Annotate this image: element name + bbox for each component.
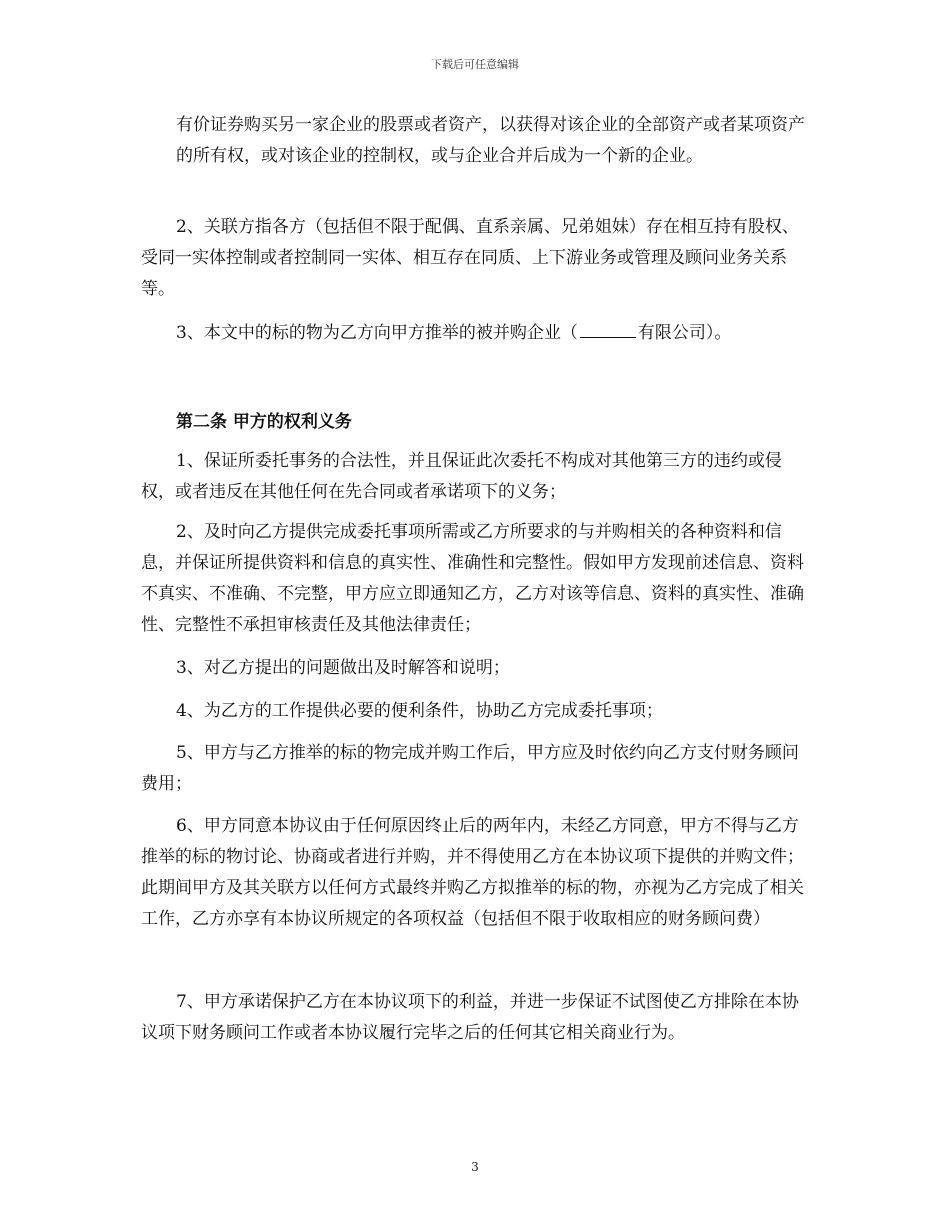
blank-company-name [580, 319, 636, 338]
clause-item: 4、为乙方的工作提供必要的便利条件，协助乙方完成委托事项； [176, 701, 663, 721]
clause-item: 2、及时向乙方提供完成委托事项所需或乙方所要求的与并购相关的各种资料和信息，并保证所提供资料和信息的真实性、准确性和完整性。假如甲方发现前述信息、资料不真实、不准确、不完整，甲方应立即通知乙方，乙方对该等信息、资料的真实性、准确性、完整性不承担审核责任及其他法律责任； [141, 522, 804, 635]
clause-item: 7、甲方承诺保护乙方在本协议项下的利益，并进一步保证不试图使乙方排除在本协议项下财务顾问工作或者本协议履行完毕之后的任何其它相关商业行为。 [141, 992, 799, 1043]
target-definition-text: 3、本文中的标的物为乙方向甲方推举的被并购企业（ [176, 323, 578, 343]
clause-item: 6、甲方同意本协议由于任何原因终止后的两年内，未经乙方同意，甲方不得与乙方推举的标的物讨论、协商或者进行并购，并不得使用乙方在本协议项下提供的并购文件；此期间甲方及其关联方以任何方式最终并购乙方拟推举的标的物，亦视为乙方完成了相关工作，乙方亦享有本协议所规定的各项权益（包括但不限于收取相应的财务顾问费） [141, 816, 804, 929]
section-title: 第二条 甲方的权利义务 [176, 412, 352, 432]
clause-item: 5、甲方与乙方推举的标的物完成并购工作后，甲方应及时依约向乙方支付财务顾问费用； [141, 743, 799, 794]
clause-item: 3、对乙方提出的问题做出及时解答和说明； [176, 658, 510, 678]
page-header: 下载后可任意编辑 [431, 58, 519, 71]
page-number: 3 [471, 1160, 479, 1174]
paragraph-target-definition [141, 318, 813, 349]
clause-item: 1、保证所委托事务的合法性，并且保证此次委托不构成对其他第三方的违约或侵权，或者违反在其他任何在先合同或者承诺项下的义务； [141, 451, 782, 502]
paragraph-related-parties: 2、关联方指各方（包括但不限于配偶、直系亲属、兄弟姐妹）存在相互持有股权、受同一实体控制或者控制同一实体、相互存在同质、上下游业务或管理及顾问业务关系等。 [141, 217, 799, 299]
paragraph-continued: 有价证券购买另一家企业的股票或者资产，以获得对该企业的全部资产或者某项资产的所有权，或对该企业的控制权，或与企业合并后成为一个新的企业。 [176, 115, 805, 166]
target-definition-suffix: 有限公司）。 [637, 323, 732, 343]
